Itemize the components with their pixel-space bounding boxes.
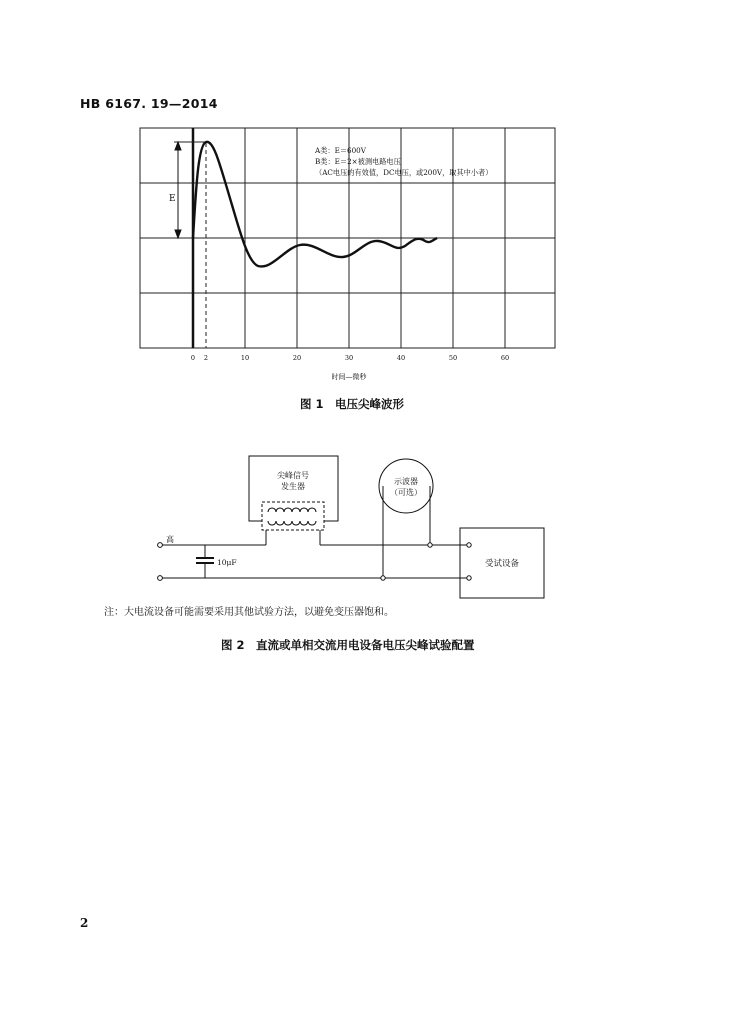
oscilloscope-circle xyxy=(379,459,433,513)
generator-label-line1: 尖峰信号 xyxy=(277,471,309,480)
terminal-high xyxy=(158,543,163,548)
e-label: E xyxy=(169,194,176,204)
x-tick-label: 30 xyxy=(344,354,354,362)
x-tick-label: 10 xyxy=(240,354,250,362)
x-tick-label: 50 xyxy=(448,354,458,362)
document-header: HB 6167. 19—2014 xyxy=(80,96,218,111)
oscilloscope-label-line2: （可选） xyxy=(390,488,422,497)
figure1-caption: 图 1 电压尖峰波形 xyxy=(300,397,405,411)
figure1-waveform-chart xyxy=(0,0,744,400)
x-tick-labels xyxy=(191,354,509,362)
terminal-low xyxy=(158,576,163,581)
x-tick-label: 60 xyxy=(500,354,510,362)
legend-line-a: A类：E＝600V xyxy=(315,146,366,155)
capacitor xyxy=(196,558,214,563)
device-label: 受试设备 xyxy=(484,559,520,569)
oscilloscope-label-line1: 示波器 xyxy=(394,477,418,486)
page-number: 2 xyxy=(80,916,89,930)
x-axis-label: 时间—微秒 xyxy=(331,373,367,381)
legend-line-note: （AC电压的有效值，DC电压，或200V，取其中小者） xyxy=(315,168,493,177)
x-tick-label: 2 xyxy=(203,354,209,362)
high-label: 高 xyxy=(166,535,174,544)
e-amplitude-arrow xyxy=(175,142,181,238)
generator-label-line2: 发生器 xyxy=(281,482,305,491)
capacitor-label: 10μF xyxy=(217,558,237,567)
x-tick-label: 0 xyxy=(190,354,196,362)
figure2-note: 注：大电流设备可能需要采用其他试验方法，以避免变压器饱和。 xyxy=(104,607,394,618)
circuit-wires xyxy=(162,486,469,578)
figure2-circuit-diagram xyxy=(0,440,744,605)
x-tick-label: 40 xyxy=(396,354,406,362)
legend-line-b: B类：E＝2×被测电路电压 xyxy=(315,157,401,166)
transformer-box xyxy=(262,502,324,530)
figure2-caption: 图 2 直流或单相交流用电设备电压尖峰试验配置 xyxy=(221,638,475,652)
x-tick-label: 20 xyxy=(292,354,302,362)
